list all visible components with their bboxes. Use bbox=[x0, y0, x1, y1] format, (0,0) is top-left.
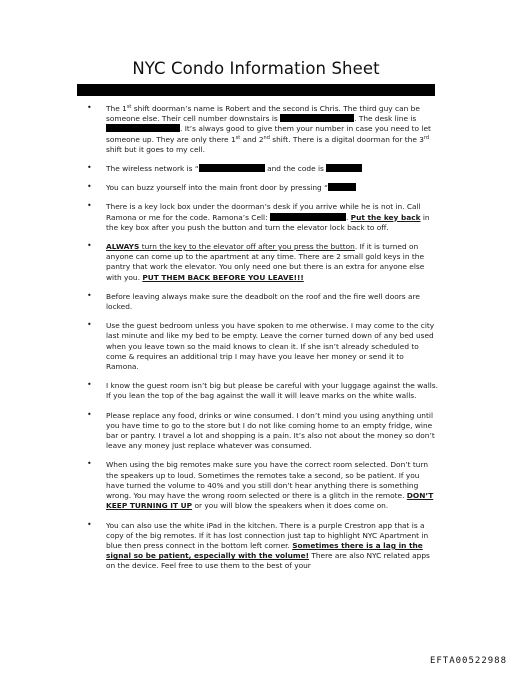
redaction-box bbox=[270, 213, 346, 221]
redaction-box bbox=[326, 164, 362, 172]
list-item-elevator: • ALWAYS turn the key to the elevator off after you press the button. If it is turned on anyone can come up to the apartment at any time. There are 2 small gold keys in the pantry that work the elevator. You only need one but there is an extra for anyone else with you. PUT THEM BACK BEFORE YOU LEAVE!!! bbox=[87, 241, 425, 282]
list-item-guest-bedroom: • Use the guest bedroom unless you have spoken to me otherwise. I may come to the city last minute and like my bed to be empty. Leave the corner turned down of any bed used when you leave town so the maid knows to clean it. If she isn’t already scheduled to come & requires an additional trip I may have you leave her money or send it to Ramona. bbox=[87, 320, 435, 372]
bullet-icon: • bbox=[87, 241, 92, 251]
list-item-wireless: • The wireless network is “ and the code is bbox=[86, 164, 438, 174]
bullet-icon: • bbox=[87, 290, 92, 300]
bullet-icon: • bbox=[87, 459, 92, 469]
list-item-replace-food: • Please replace any food, drinks or wine consumed. I don’t mind you using anything until you have time to go to the store but I do not like coming home to an empty fridge, wine bar or pantry. I travel a lot and shopping is a pain. It’s also not about the money so don’t leave any money just replace whatever was consumed. bbox=[87, 409, 435, 451]
list-item-deadbolt: • Before leaving always make sure the deadbolt on the roof and the fire well doors are locked. bbox=[87, 290, 420, 312]
bullet-icon: • bbox=[87, 201, 92, 211]
redaction-box bbox=[199, 164, 265, 172]
document-id: EFTA00522988 bbox=[429, 656, 507, 666]
redaction-box bbox=[106, 124, 180, 132]
list-item-ipad: • You can also use the white iPad in the kitchen. There is a purple Crestron app that is a copy of the big remotes. If it has lost connection just tap to highlight NYC Apartment in blue then press connect in the bottom left corner. Sometimes there is a lag in the signal so be patient, especially with the volume! There are also NYC related apps on the device. Feel free to use them to the best of your bbox=[87, 519, 430, 571]
bullet-icon: • bbox=[87, 409, 92, 419]
redaction-box bbox=[280, 114, 354, 122]
list-item-luggage: • I know the guest room isn’t big but please be careful with your luggage against the walls. If you lean the top of the bag against the wall it will leave marks on the white walls. bbox=[87, 380, 439, 401]
list-item-buzz: • You can buzz yourself into the main front door by pressing “ bbox=[86, 183, 438, 193]
list-item-doorman: • The 1st shift doorman’s name is Robert and the second is Chris. The third guy can be someone else. Their cell number downstairs is . The desk line is . It’s always good to give them your number in case you need to let someone up. They are only there 1st and 2nd shift. There is a digital doorman for the 3rd shift but it goes to my cell. bbox=[87, 103, 431, 154]
bullet-icon: • bbox=[87, 182, 92, 192]
document-title: NYC Condo Information Sheet bbox=[132, 59, 380, 78]
redaction-box bbox=[328, 183, 356, 191]
info-bullet-list bbox=[86, 104, 438, 572]
redaction-bar bbox=[77, 84, 435, 96]
bullet-icon: • bbox=[87, 320, 92, 330]
bullet-icon: • bbox=[87, 519, 92, 529]
bullet-icon: • bbox=[87, 380, 92, 390]
list-item-keybox: • There is a key lock box under the doorman’s desk if you arrive while he is not in. Call Ramona or me for the code. Ramona’s Cell: . Put the key back in the key box after you push the button and turn the elevator lock back to off. bbox=[87, 201, 430, 232]
bullet-icon: • bbox=[87, 163, 92, 173]
bullet-icon: • bbox=[87, 103, 92, 112]
list-item-remotes: • When using the big remotes make sure you have the correct room selected. Don’t turn the speakers up to loud. Sometimes the remotes take a second, so be patient. If you have turned the volume to 40% and you still don’t hear anything there is something wrong. You may have the wrong room selected or there is a glitch in the remote. DON’T KEEP TURNING IT UP or you will blow the speakers when it does come on. bbox=[87, 459, 434, 511]
